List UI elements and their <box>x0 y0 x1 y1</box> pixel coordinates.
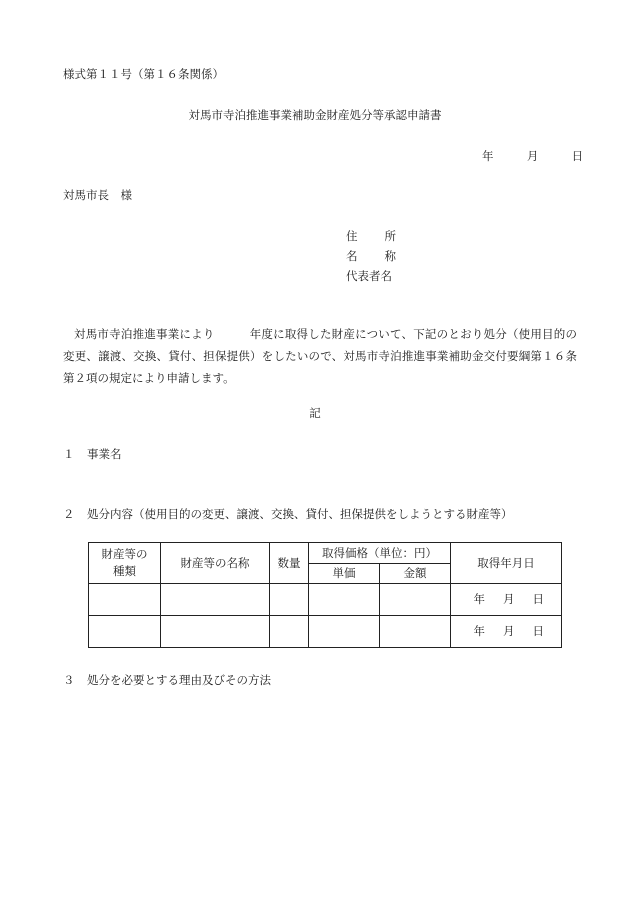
section-1-project-name: １ 事業名 <box>63 447 122 461</box>
cell-type <box>89 584 161 616</box>
cell-amount <box>380 584 451 616</box>
applicant-block <box>346 226 396 286</box>
date-year: 年 <box>482 149 494 163</box>
header-acquisition-date: 取得年月日 <box>451 543 562 584</box>
header-asset-type: 財産等の 種類 <box>89 543 161 584</box>
ki-heading: 記 <box>309 406 321 420</box>
applicant-representative-label: 代表者名 <box>346 269 392 283</box>
header-acquisition-price: 取得価格（単位：円） <box>309 543 451 564</box>
header-unit-price: 単価 <box>309 564 380 584</box>
cell-name <box>161 616 270 648</box>
cell-acquired-date: 年 月 日 <box>451 616 562 648</box>
section-2-disposal-details: ２ 処分内容（使用目的の変更、譲渡、交換、貸付、担保提供をしようとする財産等） <box>63 507 513 521</box>
header-asset-name: 財産等の名称 <box>161 543 270 584</box>
cell-name <box>161 584 270 616</box>
date-day: 日 <box>571 149 584 163</box>
application-date <box>482 148 583 164</box>
cell-unit-price <box>309 616 380 648</box>
applicant-address-label: 住 所 <box>346 229 396 243</box>
table-row <box>89 584 562 616</box>
application-body-text: 対馬市寺泊推進事業により 年度に取得した財産について、下記のとおり処分（使用目的の変更、譲渡、交換、貸付、担保提供）をしたいので、対馬市寺泊推進事業補助金交付要綱第１６条第２項の規定により申請します。 <box>63 327 577 385</box>
header-quantity: 数量 <box>270 543 309 584</box>
table-row <box>89 616 562 648</box>
cell-quantity <box>270 616 309 648</box>
date-month: 月 <box>526 149 539 163</box>
cell-quantity <box>270 584 309 616</box>
form-number: 様式第１１号（第１６条関係） <box>63 67 224 81</box>
cell-amount <box>380 616 451 648</box>
header-amount: 金額 <box>380 564 451 584</box>
document-title: 対馬市寺泊推進事業補助金財産処分等承認申請書 <box>188 108 442 122</box>
cell-acquired-date: 年 月 日 <box>451 584 562 616</box>
addressee: 対馬市長 様 <box>63 188 132 202</box>
cell-type <box>89 616 161 648</box>
applicant-name-label: 名 称 <box>346 249 396 263</box>
section-3-disposal-reason: ３ 処分を必要とする理由及びその方法 <box>63 673 271 687</box>
asset-table <box>88 542 562 648</box>
cell-unit-price <box>309 584 380 616</box>
